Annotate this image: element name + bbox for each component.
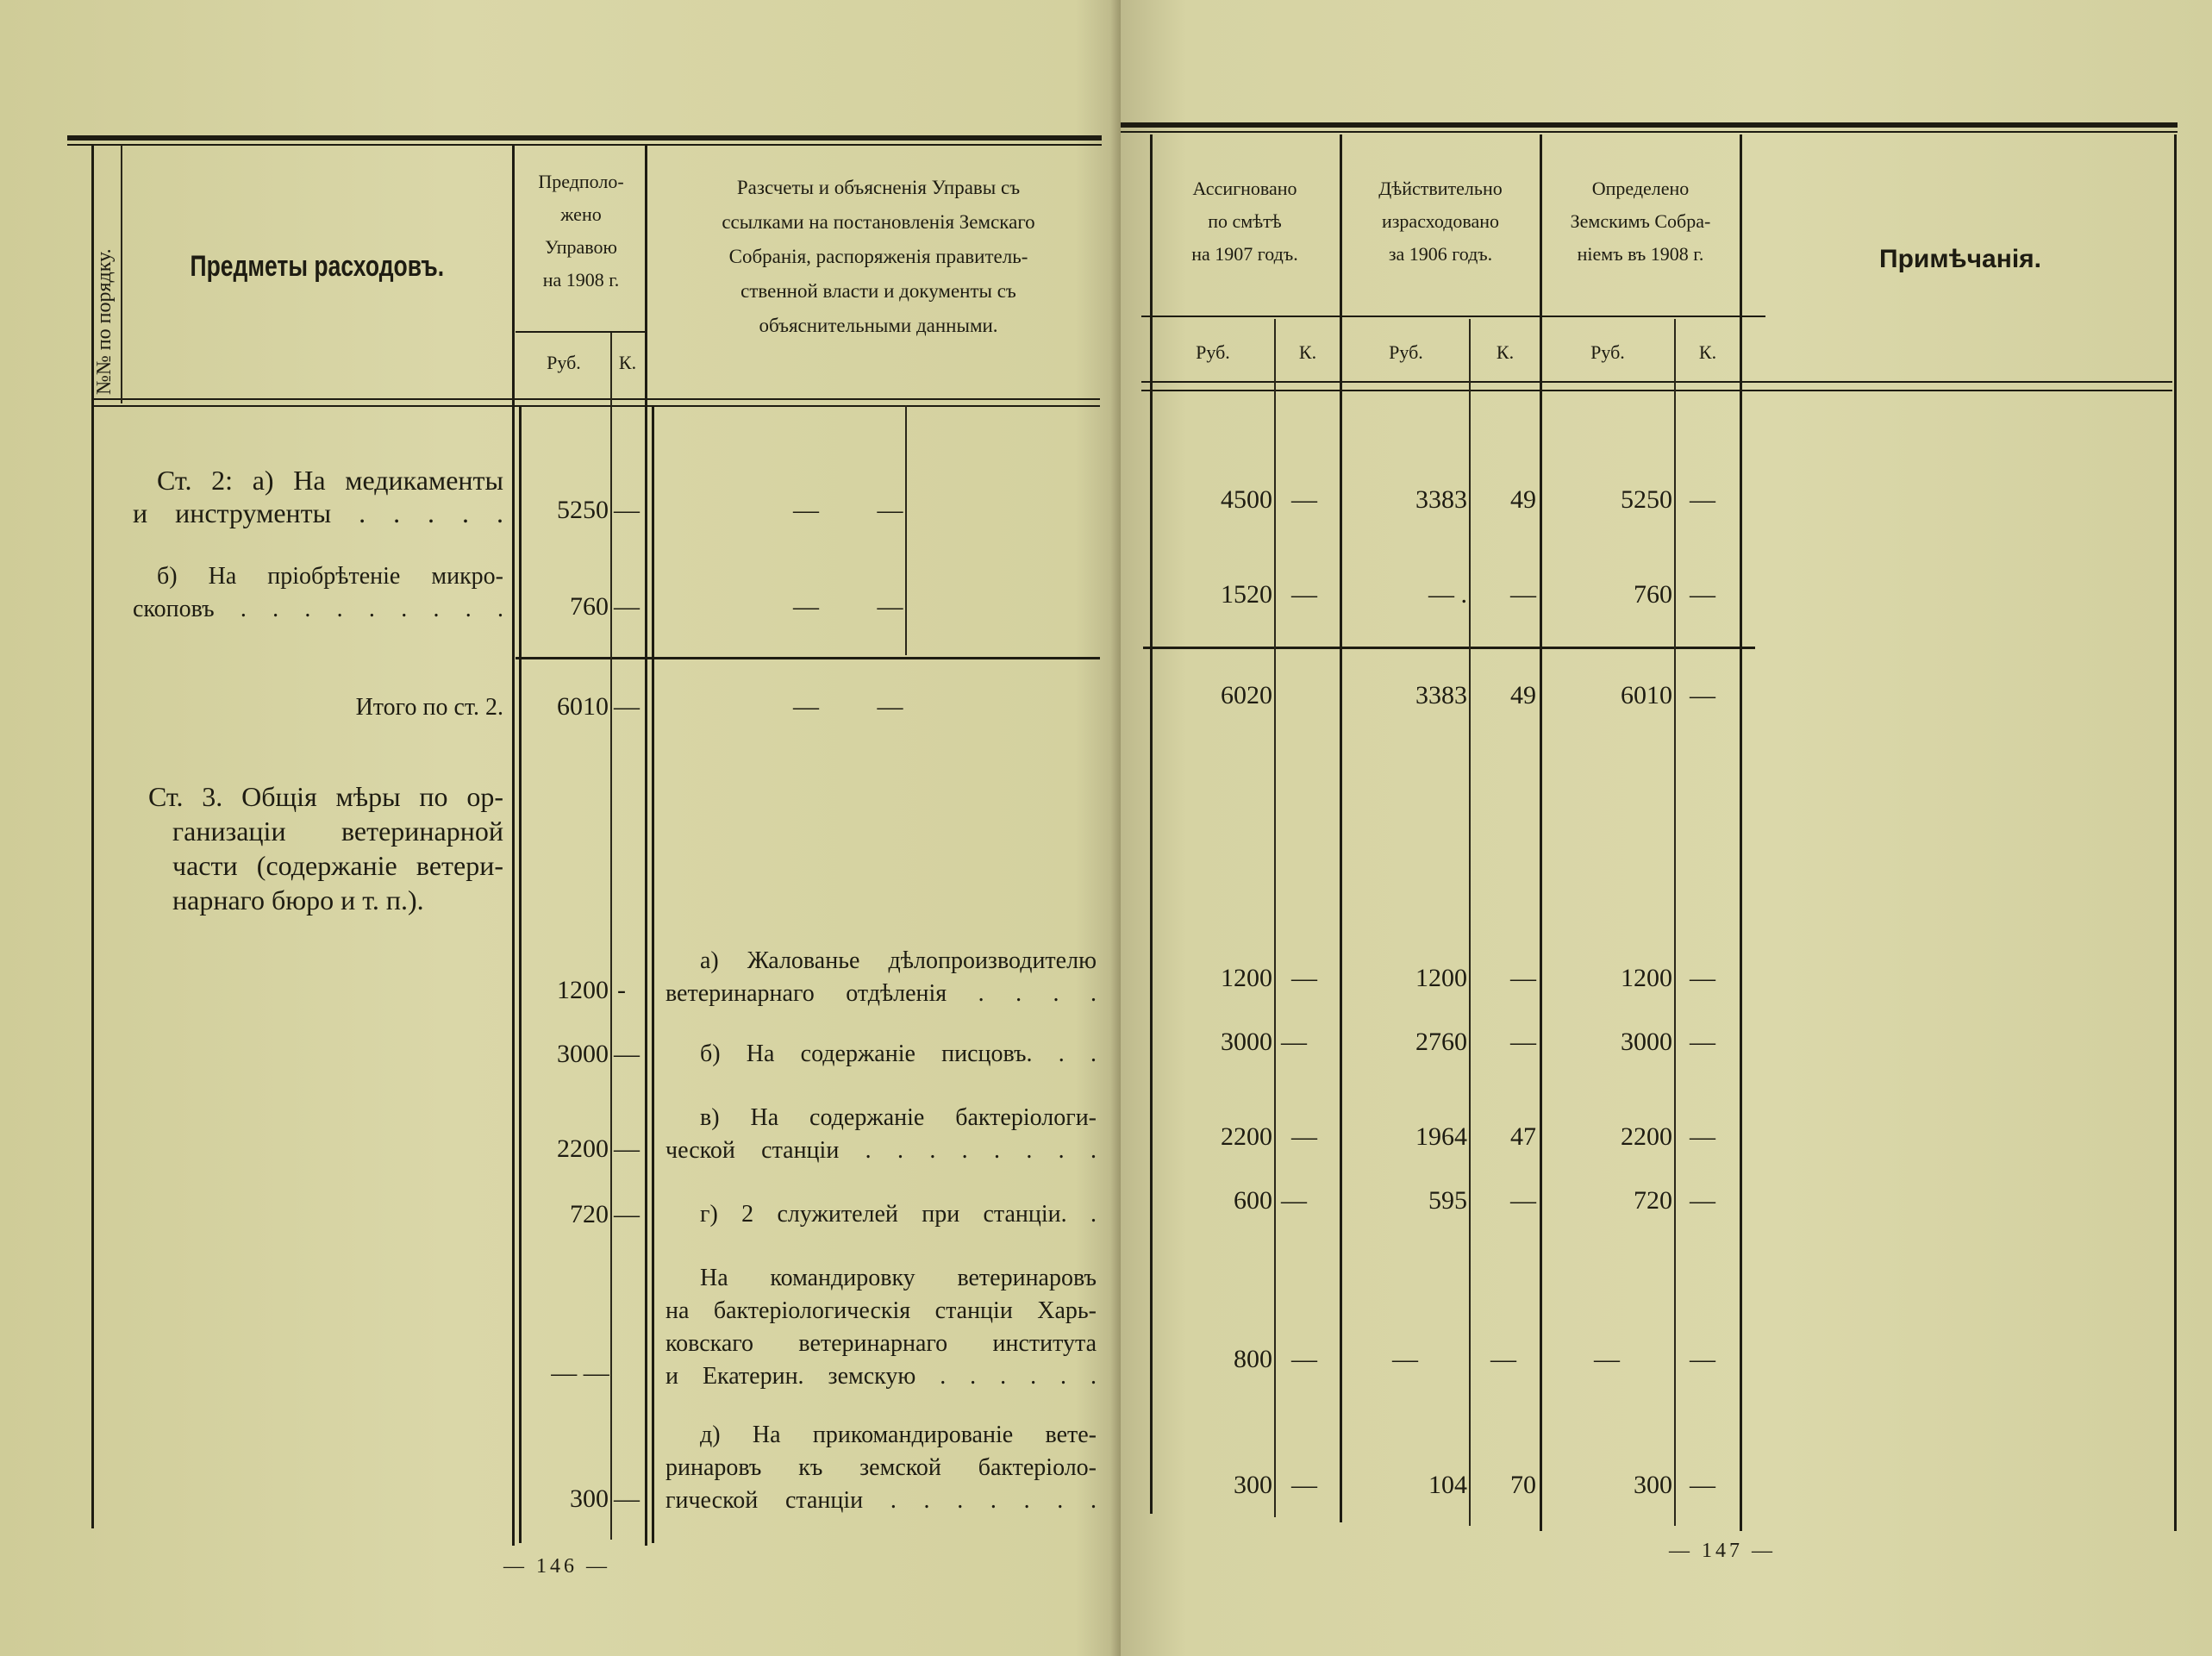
subitem-g [665,1198,1097,1231]
assigned-kop: — [1291,1122,1317,1151]
proposed-value: 5250 [557,496,609,524]
proposed-kop-header: К. [618,352,637,373]
spent-kop: — [1510,1186,1536,1215]
determined-value: — [1594,1345,1620,1373]
item-st2-b-line-2: скоповъ . . . . . . . . . [133,596,503,622]
spent-kop: 49 [1510,485,1536,514]
determined-kop: — [1690,964,1715,992]
proposed-value: — — [551,1359,609,1387]
spent-value: 3383 [1415,485,1467,514]
page-number: — 146 — [503,1555,610,1578]
spent-kop: 70 [1510,1471,1536,1499]
determined-kop: — [1690,1186,1715,1215]
header-rule-2 [1141,390,2172,391]
explanations-header-line-2: ссылками на постановленія Земскаго [722,211,1035,233]
determined-value: 1200 [1621,964,1672,992]
determined-rub-header: Руб. [1590,341,1625,363]
item-st2-a [133,464,503,529]
assigned-value: 1200 [1221,964,1272,992]
assigned-kop: — [1291,580,1317,609]
proposed-value: 300 [570,1484,609,1513]
subitem-a [665,945,1097,1010]
explanations-header [655,171,1102,343]
subitem-d [665,1419,1097,1517]
item-st2-a-line-1: Ст. 2: а) На медикаменты [157,465,503,496]
subitem-d-line-3: гической станціи . . . . . . . [665,1487,1097,1514]
spent-header-line-2: израсходовано [1381,210,1500,232]
determined-value: 3000 [1621,1028,1672,1056]
items-header [122,250,512,286]
col-rule-right-edge [2174,134,2177,1531]
proposed-kop-dash: — [614,1040,640,1068]
item-st2-b-line-1: б) На пріобрѣтеніе микро- [157,563,503,590]
subheader-rule [1141,316,1765,317]
assigned-value: 4500 [1221,485,1272,514]
item-st2-total: Итого по ст. 2. [355,694,503,721]
col-rule-determined-right [1740,134,1742,1531]
col-rule-proposed-right [645,145,647,1546]
header-rule [1141,381,2172,383]
subitem-a-line-2: ветеринарнаго отдѣленія . . . . [665,980,1097,1007]
proposed-kop-dash: — [614,496,640,524]
proposed-header [516,166,647,297]
col-rule-explanation [652,405,654,1543]
item-st3-line-1: Ст. 3. Общія мѣры по ор- [148,781,503,812]
top-rule-thin [67,144,1102,146]
col-rule-assigned-right [1340,134,1342,1522]
assigned-value: 1520 [1221,580,1272,609]
subitem-a-line-1: а) Жалованье дѣлопроизводителю [700,947,1097,974]
subitem-v [665,1102,1097,1167]
spent-kop: — [1510,1028,1536,1056]
col-rule-assigned-kop [1274,319,1276,1517]
explanation-dash: — — [793,692,929,721]
determined-value: 5250 [1621,485,1672,514]
spent-kop: — [1510,964,1536,992]
determined-kop: — [1690,485,1715,514]
determined-kop: — [1690,1028,1715,1056]
spent-header-line-3: за 1906 годъ. [1388,243,1493,265]
spent-value: 595 [1428,1186,1467,1215]
subitem-v-line-2: ческой станціи . . . . . . . . [665,1137,1097,1164]
top-rule-thick [1121,122,2178,128]
assigned-value: 3000 [1221,1028,1272,1056]
explanations-header-line-3: Собранія, распоряженія правитель- [728,246,1028,267]
spent-header-line-1: Дѣйствительно [1378,178,1503,199]
spent-value: — . [1428,580,1467,609]
determined-kop: — [1690,681,1715,709]
assigned-kop-header: К. [1298,341,1317,363]
spent-value: — [1392,1345,1418,1373]
determined-header-line-1: Определено [1591,178,1690,199]
subitem-d-line-2: ринаровъ къ земской бактеріоло- [665,1454,1097,1481]
proposed-header-line-3: Управою [545,236,617,258]
assigned-header-line-3: на 1907 годъ. [1191,243,1298,265]
determined-value: 760 [1634,580,1672,609]
assigned-value: 800 [1234,1345,1272,1373]
proposed-rub-header: Руб. [547,352,581,373]
spent-value: 3383 [1415,681,1467,709]
assigned-value: 300 [1234,1471,1272,1499]
spent-kop: — [1510,580,1536,609]
explanation-dash: — — [793,592,929,621]
subitem-trip-line-2: на бактеріологическія станціи Харь- [665,1297,1097,1324]
subitem-d-line-1: д) На прикомандированіе вете- [700,1422,1097,1448]
spent-rub-header: Руб. [1389,341,1423,363]
proposed-value: 2200 [557,1134,609,1163]
explanations-header-line-1: Разсчеты и объясненія Управы съ [736,177,1021,198]
spent-kop: 49 [1510,681,1536,709]
item-st3-line-2: ганизаціи ветеринарной [172,816,503,847]
notes-header: Примѣчанія. [1879,245,2041,273]
item-st2-a-line-2: и инструменты . . . . . [133,497,503,528]
item-st2-b [133,560,503,626]
determined-kop-header: К. [1698,341,1717,363]
explanation-dash: — — [793,496,929,524]
determined-header-line-2: Земскимъ Собра- [1570,210,1711,232]
page-number: — 147 — [1669,1540,1776,1562]
subitem-trip-line-1: На командировку ветеринаровъ [700,1265,1097,1291]
determined-kop: — [1690,580,1715,609]
subitem-b-line-1: б) На содержаніе писцовъ. . . [700,1040,1097,1067]
subitem-trip [665,1262,1097,1393]
spent-value: 1200 [1415,964,1467,992]
item-st3-line-4: нарнаго бюро и т. п.). [172,884,424,915]
subitem-g-line-1: г) 2 служителей при станціи. . [700,1201,1097,1228]
assigned-kop: — [1281,1186,1307,1215]
proposed-kop-dash: — [614,1200,640,1228]
header-rule [93,398,1100,400]
subitem-b [665,1038,1097,1071]
assigned-header-line-2: по смѣтѣ [1208,210,1282,232]
proposed-value: 3000 [557,1040,609,1068]
determined-header-line-3: ніемъ въ 1908 г. [1577,243,1704,265]
col-rule-determined-kop [1674,319,1676,1526]
determined-value: 2200 [1621,1122,1672,1151]
assigned-kop: — [1291,964,1317,992]
assigned-value: 2200 [1221,1122,1272,1151]
determined-header [1541,172,1740,271]
proposed-kop-dash: — [614,1484,640,1513]
total-rule [1143,647,1755,649]
top-rule-thin [1121,131,2178,133]
assigned-header-line-1: Ассигновано [1192,178,1297,199]
subitem-trip-line-3: ковскаго ветеринарнаго института [665,1330,1097,1357]
proposed-value: 1200 [557,976,609,1004]
determined-kop: — [1690,1471,1715,1499]
header-rule-2 [93,405,1100,407]
proposed-header-line-4: на 1908 г. [542,269,620,291]
spent-value: 1964 [1415,1122,1467,1151]
items-header-title: Предметы расходовъ. [190,250,445,283]
assigned-kop: — [1291,1345,1317,1373]
proposed-kop-dash: — [614,692,640,721]
right-page [1121,0,2212,1656]
determined-value: 6010 [1621,681,1672,709]
explanations-header-line-5: объяснительными данными. [759,315,998,336]
determined-value: 300 [1634,1471,1672,1499]
determined-kop: — [1690,1122,1715,1151]
assigned-rub-header: Руб. [1196,341,1230,363]
spent-kop: 47 [1510,1122,1536,1151]
col-rule-items [512,145,515,1546]
top-rule-thick [67,135,1102,141]
assigned-kop: — [1281,1028,1307,1056]
item-st3 [133,779,503,917]
spent-kop-header: К. [1496,341,1515,363]
proposed-value: 6010 [557,692,609,721]
assigned-kop: — [1291,485,1317,514]
proposed-kop-dash: — [614,592,640,621]
assigned-header [1152,172,1338,271]
assigned-kop: — [1291,1471,1317,1499]
determined-kop: — [1690,1345,1715,1373]
spent-kop: — [1490,1345,1516,1373]
proposed-kop-dash: — [614,1134,640,1163]
proposed-subheader-rule [516,331,647,333]
proposed-value: 760 [570,592,609,621]
assigned-value: 6020 [1221,681,1272,709]
spent-value: 2760 [1415,1028,1467,1056]
subitem-trip-line-4: и Екатерин. земскую . . . . . . [665,1363,1097,1390]
proposed-value: 720 [570,1200,609,1228]
total-rule [516,657,1100,659]
item-st3-line-3: части (содержаніе ветери- [172,850,503,881]
proposed-header-line-1: Предполо- [538,171,624,192]
spent-header [1343,172,1538,271]
proposed-kop-dash: - [617,976,626,1004]
spent-value: 104 [1428,1471,1467,1499]
determined-value: 720 [1634,1186,1672,1215]
assigned-value: 600 [1234,1186,1272,1215]
explanations-header-line-4: ственной власти и документы съ [740,280,1016,302]
subitem-v-line-1: в) На содержаніе бактеріологи- [700,1104,1097,1131]
row-number-header: №№ по порядку. [93,248,116,395]
proposed-header-line-2: жено [560,203,602,225]
